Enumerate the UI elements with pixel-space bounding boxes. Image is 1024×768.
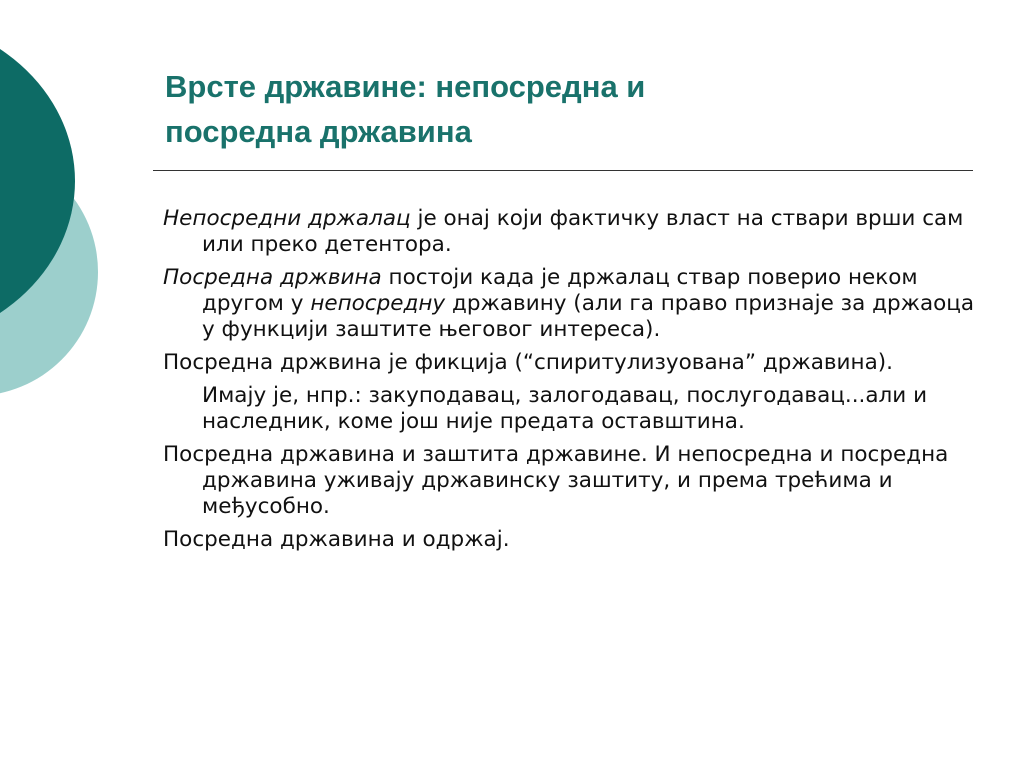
paragraph-indirect-possession	[163, 265, 983, 343]
paragraph-indirect-text-b: државину (али га право признаје за држаоца у функцији заштите његовог интереса).	[202, 291, 975, 342]
paragraph-direct-holder-text: је онај који фактичку власт на ствари врши сам или преко детентора.	[202, 206, 964, 257]
term-direct: непосредну	[310, 291, 446, 316]
paragraph-direct-holder	[163, 206, 983, 258]
title-divider	[153, 170, 973, 171]
term-direct-holder: Непосредни држалац	[163, 206, 411, 231]
paragraph-usucapion: Посредна државина и одржај.	[163, 527, 510, 552]
slide-title-line1: Врсте државине: непосредна и	[165, 69, 646, 104]
slide-title	[165, 64, 965, 154]
slide-title-line2: посредна државина	[165, 114, 472, 149]
paragraph-indirect-text-a: постоји када је држалац ствар поверио неком другом у	[202, 265, 918, 316]
term-indirect-possession: Посредна држвина	[163, 265, 382, 290]
paragraph-fiction: Посредна држвина је фикција (“спиритулизуована” државина).	[163, 350, 893, 375]
slide-body	[163, 206, 983, 560]
paragraph-examples: Имају је, нпр.: закуподавац, залогодавац, послугодавац...али и наследник, коме још није предата оставштина.	[202, 383, 928, 434]
paragraph-protection: Посредна државина и заштита државине. И непосредна и посредна државина уживају државинску заштиту, и према трећима и међусобно.	[163, 442, 949, 519]
